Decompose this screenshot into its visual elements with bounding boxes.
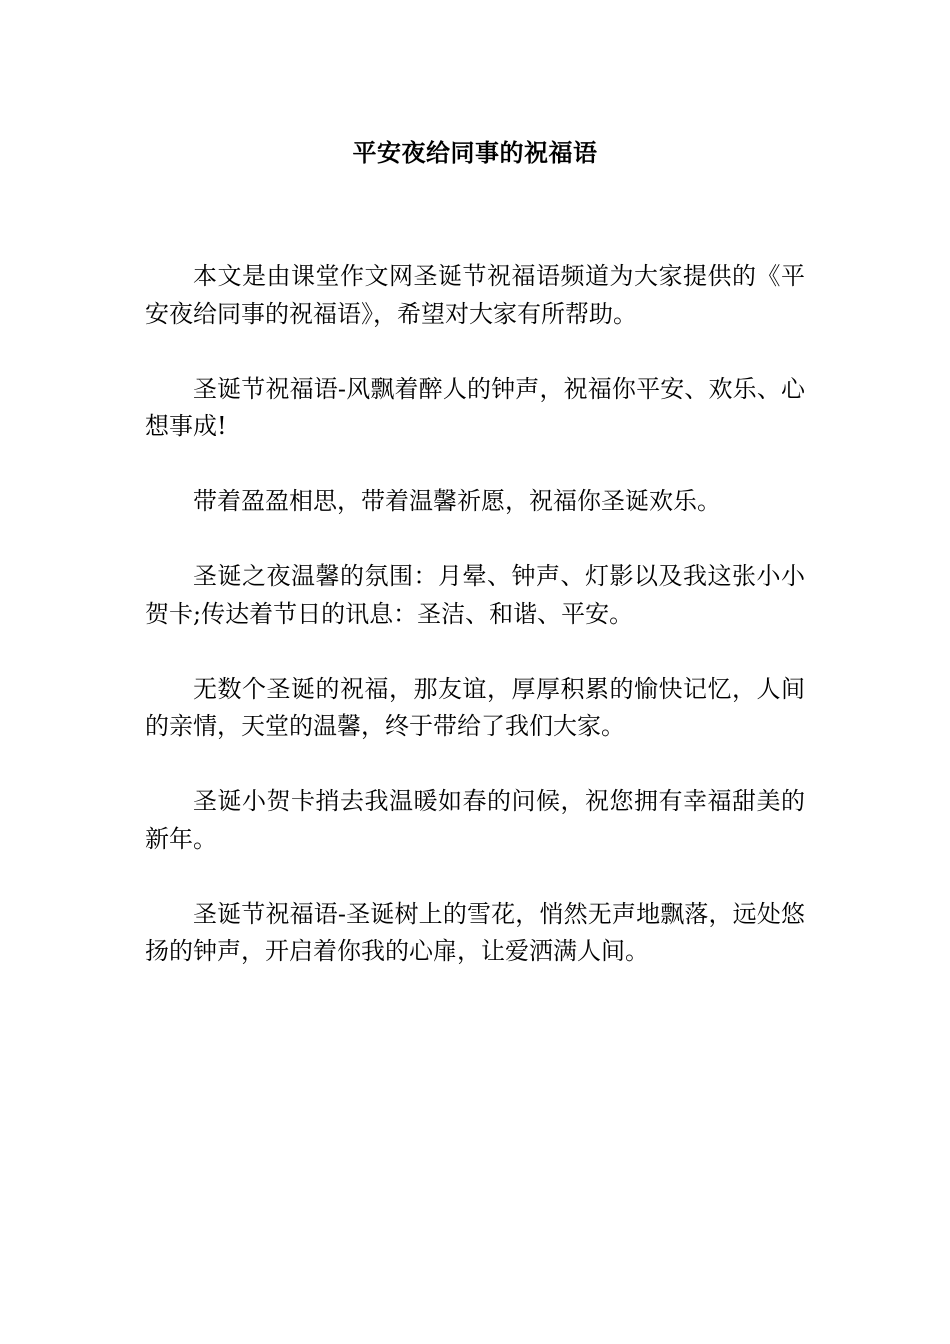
paragraph-intro: 本文是由课堂作文网圣诞节祝福语频道为大家提供的《平安夜给同事的祝福语》，希望对大家有所帮助。	[145, 262, 805, 328]
paragraph-greeting-6: 圣诞节祝福语-圣诞树上的雪花，悄然无声地飘落，远处悠扬的钟声，开启着你我的心扉，让爱洒满人间。	[145, 899, 805, 965]
document-title: 平安夜给同事的祝福语	[352, 138, 598, 167]
paragraph-greeting-2: 带着盈盈相思，带着温馨祈愿，祝福你圣诞欢乐。	[193, 487, 721, 515]
paragraph-greeting-4: 无数个圣诞的祝福，那友谊，厚厚积累的愉快记忆，人间的亲情，天堂的温馨，终于带给了我们大家。	[145, 674, 805, 740]
paragraph-greeting-1: 圣诞节祝福语-风飘着醉人的钟声，祝福你平安、欢乐、心想事成!	[145, 374, 805, 440]
paragraph-greeting-5: 圣诞小贺卡捎去我温暖如春的问候，祝您拥有幸福甜美的新年。	[145, 787, 805, 853]
paragraph-greeting-3: 圣诞之夜温馨的氛围：月晕、钟声、灯影以及我这张小小贺卡;传达着节日的讯息：圣洁、和谐、平安。	[145, 562, 805, 628]
document-body	[145, 258, 805, 971]
